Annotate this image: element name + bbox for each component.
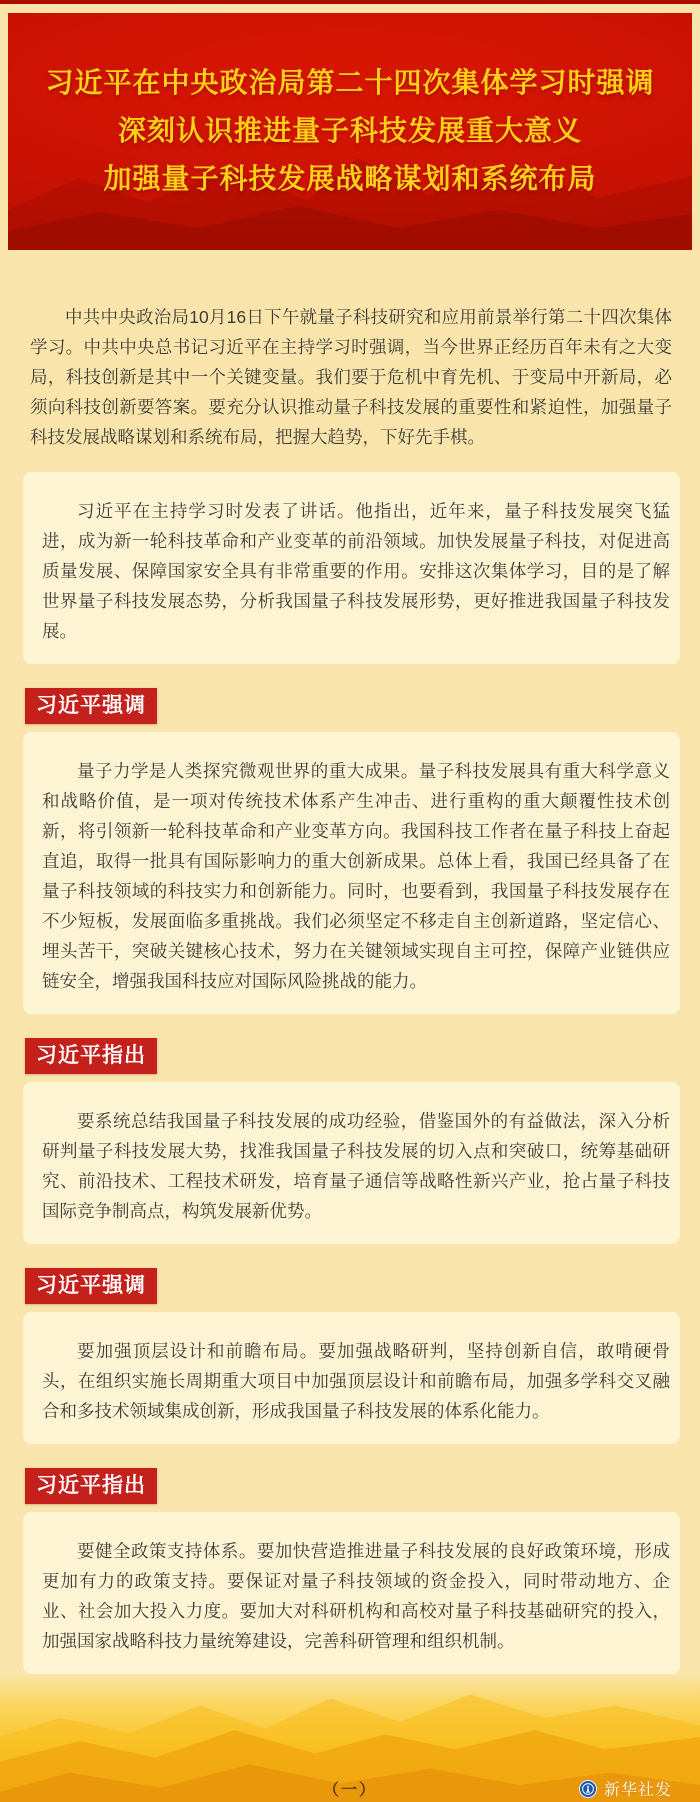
title-banner: [8, 13, 692, 250]
footer-mountain-area: [0, 1674, 700, 1802]
page-number: （一）: [322, 1782, 377, 1799]
section-panel-3: 要加强顶层设计和前瞻布局。要加强战略研判，坚持创新自信，敢啃硬骨头，在组织实施长周期重大项目中加强顶层设计和前瞻布局，加强多学科交叉融合和多技术领域集成创新，形成我国量子科技发展的体系化能力。: [23, 1312, 680, 1444]
section-badge-1: 习近平强调: [25, 688, 157, 724]
top-red-strip: [0, 0, 700, 4]
xinhua-logo-icon: [579, 1780, 597, 1798]
intro-paragraph: 中共中央政治局10月16日下午就量子科技研究和应用前景举行第二十四次集体学习。中共中央总书记习近平在主持学习时强调，当今世界正经历百年未有之大变局，科技创新是其中一个关键变量。我们要于危机中育先机、于变局中开新局，必须向科技创新要答案。要充分认识推动量子科技发展的重要性和紧迫性，加强量子科技发展战略谋划和系统布局，把握大趋势，下好先手棋。: [30, 307, 672, 447]
credit-block: [579, 1777, 672, 1800]
banner-title-line-2: 深刻认识推进量子科技发展重大意义: [117, 115, 582, 146]
section-badge-2: 习近平指出: [25, 1038, 157, 1074]
speech-summary-panel: 习近平在主持学习时发表了讲话。他指出，近年来，量子科技发展突飞猛进，成为新一轮科技革命和产业变革的前沿领域。加快发展量子科技，对促进高质量发展、保障国家安全具有非常重要的作用。安排这次集体学习，目的是了解世界量子科技发展态势，分析我国量子科技发展形势，更好推进我国量子科技发展。: [23, 472, 680, 664]
section-panel-4: 要健全政策支持体系。要加快营造推进量子科技发展的良好政策环境，形成更加有力的政策支持。要保证对量子科技领域的资金投入，同时带动地方、企业、社会加大投入力度。要加大对科研机构和高校对量子科技基础研究的投入，加强国家战略科技力量统筹建设，完善科研管理和组织机制。: [23, 1512, 680, 1674]
section-panel-1: 量子力学是人类探究微观世界的重大成果。量子科技发展具有重大科学意义和战略价值，是一项对传统技术体系产生冲击、进行重构的重大颠覆性技术创新，将引领新一轮科技革命和产业变革方向。我国科技工作者在量子科技上奋起直追，取得一批具有国际影响力的重大创新成果。总体上看，我国已经具备了在量子科技领域的科技实力和创新能力。同时，也要看到，我国量子科技发展存在不少短板，发展面临多重挑战。我们必须坚定不移走自主创新道路，坚定信心、埋头苦干，突破关键核心技术，努力在关键领域实现自主可控，保障产业链供应链安全，增强我国科技应对国际风险挑战的能力。: [23, 732, 680, 1014]
section-badge-4: 习近平指出: [25, 1468, 157, 1504]
section-badge-3: 习近平强调: [25, 1268, 157, 1304]
section-panel-2: 要系统总结我国量子科技发展的成功经验，借鉴国外的有益做法，深入分析研判量子科技发展大势，找准我国量子科技发展的切入点和突破口，统筹基础研究、前沿技术、工程技术研发，培育量子通信等战略性新兴产业，抢占量子科技国际竞争制高点，构筑发展新优势。: [23, 1082, 680, 1244]
credit-text: 新华社发: [603, 1782, 672, 1799]
banner-title-block: [8, 13, 692, 203]
banner-title-line-3: 加强量子科技发展战略谋划和系统布局: [103, 163, 597, 194]
banner-title-line-1: 习近平在中央政治局第二十四次集体学习时强调: [45, 67, 655, 98]
